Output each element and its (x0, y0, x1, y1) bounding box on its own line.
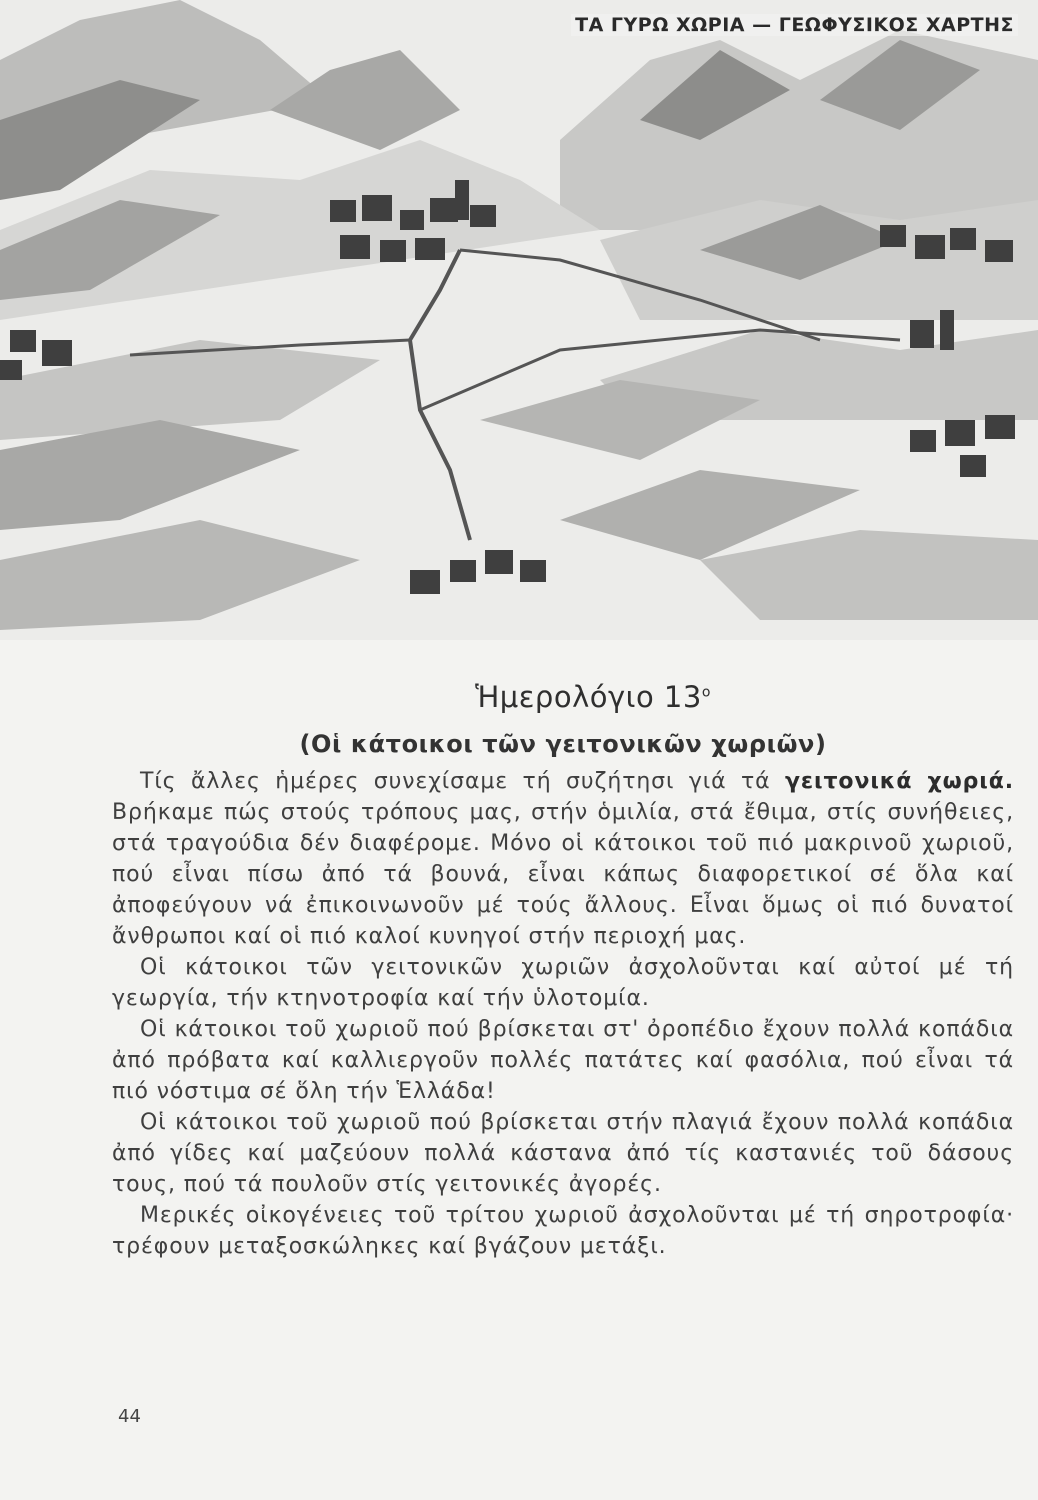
entry-body (112, 766, 1014, 1262)
paragraph-1-bold: γειτονικά χωριά. (784, 769, 1014, 794)
mountain-villages-drawing (0, 0, 1038, 660)
landscape-illustration (0, 0, 1038, 660)
paragraph-1 (112, 766, 1014, 952)
diary-entry (112, 680, 1014, 1262)
entry-subtitle: (Οἱ κάτοικοι τῶν γειτονικῶν χωριῶν) (299, 730, 827, 758)
paragraph-5: Μερικές οἰκογένειες τοῦ τρίτου χωριοῦ ἀσχολοῦνται μέ τή σηροτροφία· τρέφουν μεταξοσκώληκες καί βγάζουν μετάξι. (112, 1203, 1014, 1259)
paragraph-2: Οἱ κάτοικοι τῶν γειτονικῶν χωριῶν ἀσχολοῦνται καί αὐτοί μέ τή γεωργία, τήν κτηνοτροφία καί τήν ὑλοτομία. (112, 955, 1014, 1011)
paragraph-3: Οἱ κάτοικοι τοῦ χωριοῦ πού βρίσκεται στ' ὀροπέδιο ἔχουν πολλά κοπάδια ἀπό πρόβατα καί καλλιεργοῦν πολλές πατάτες καί φασόλια, πού εἶναι τά πιό νόστιμα σέ ὅλη τήν Ἑλλάδα! (112, 1017, 1014, 1104)
entry-title-superscript: ο (701, 684, 711, 701)
page-number: 44 (118, 1406, 141, 1427)
entry-title (112, 680, 1014, 714)
running-head: ΤΑ ΓΥΡΩ ΧΩΡΙΑ — ΓΕΩΦΥΣΙΚΟΣ ΧΑΡΤΗΣ (571, 14, 1018, 36)
paragraph-1-after: Βρήκαμε πώς στούς τρόπους μας, στήν ὁμιλία, στά ἔθιμα, στίς συνήθειες, στά τραγούδια δέν διαφέρομε. Μόνο οἱ κάτοικοι τοῦ πιό μακρινοῦ χωριοῦ, πού εἶναι πίσω ἀπό τά βουνά, εἶναι κάπως διαφορετικοί σέ ὅλα καί ἀποφεύγουν νά ἐπικοινωνοῦν μέ τούς ἄλλους. Εἶναι ὅμως οἱ πιό δυνατοί ἄνθρωποι καί οἱ πιό καλοί κυνηγοί στήν περιοχή μας. (112, 800, 1014, 949)
paragraph-4: Οἱ κάτοικοι τοῦ χωριοῦ πού βρίσκεται στήν πλαγιά ἔχουν πολλά κοπάδια ἀπό γίδες καί μαζεύουν πολλά κάστανα ἀπό τίς καστανιές τοῦ δάσους τους, πού τά πουλοῦν στίς γειτονικές ἀγορές. (112, 1110, 1014, 1197)
paragraph-1-before: Τίς ἄλλες ἡμέρες συνεχίσαμε τή συζήτησι γιά τά (140, 769, 785, 794)
entry-title-text: Ἡμερολόγιο 13 (475, 680, 702, 714)
